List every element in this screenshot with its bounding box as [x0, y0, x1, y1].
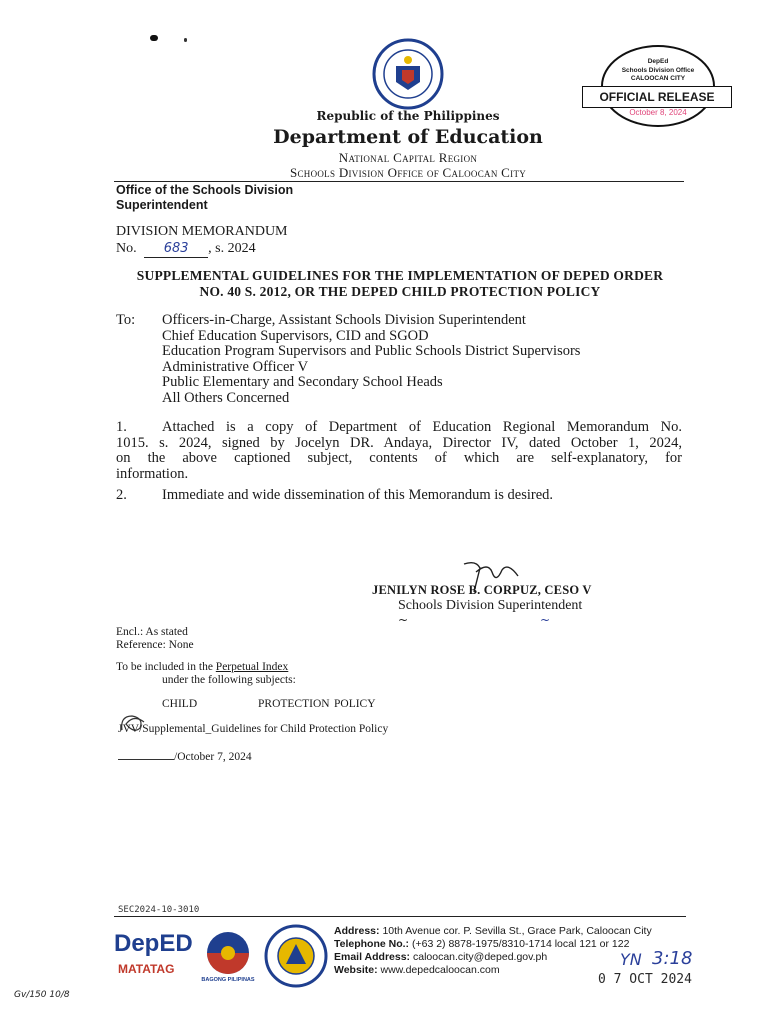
- recipient-list: [162, 313, 682, 406]
- memo-title-line1: SUPPLEMENTAL GUIDELINES FOR THE IMPLEMENTATION OF DEPED ORDER: [136, 268, 664, 283]
- file-date: /October 7, 2024: [174, 751, 252, 763]
- file-date-line: [118, 751, 252, 763]
- received-time: 3:18: [652, 948, 693, 969]
- paragraph-2-number: 2.: [116, 487, 127, 503]
- stamp-line1: DepEd: [647, 58, 669, 65]
- paragraph-1-number: 1.: [116, 419, 127, 435]
- scan-speck: [184, 38, 187, 42]
- header-rule: [114, 181, 684, 182]
- header-republic: Republic of the Philippines: [316, 109, 500, 123]
- footer-address: [334, 925, 652, 937]
- perpetual-index-prefix: To be included in the: [116, 661, 216, 673]
- header-department: Department of Education: [273, 126, 543, 148]
- file-reference: JVV/Supplemental_Guidelines for Child Protection Policy: [118, 723, 389, 735]
- recipient: Education Program Supervisors and Public Schools District Supervisors: [162, 343, 581, 359]
- memo-no-prefix: No.: [116, 241, 137, 256]
- header-division: Schools Division Office of Caloocan City: [289, 165, 527, 180]
- initial-mark-left: ~: [398, 613, 409, 627]
- website-label: Website:: [334, 964, 378, 976]
- corner-handwritten-note: Gv/150 10/8: [14, 990, 70, 1000]
- address-value: 10th Avenue cor. P. Sevilla St., Grace Park, Caloocan City: [382, 925, 652, 937]
- enclosure: Encl.: As stated: [116, 626, 188, 638]
- stamp-line3: CALOOCAN CITY: [630, 75, 686, 82]
- signatory-name: JENILYN ROSE B. CORPUZ, CESO V: [372, 583, 592, 597]
- website-value: www.depedcaloocan.com: [380, 964, 500, 976]
- footer-rule: [114, 916, 686, 917]
- deped-matatag-logo: [114, 930, 194, 988]
- paragraph-2: Immediate and wide dissemination of this Memorandum is desired.: [162, 487, 554, 503]
- initial-mark-right: ~: [540, 613, 551, 627]
- footer-website: [334, 964, 500, 976]
- bagong-pilipinas-logo: [196, 930, 260, 988]
- address-label: Address:: [334, 925, 380, 937]
- matatag-logo-text: MATATAG: [118, 962, 175, 976]
- perpetual-index-link: Perpetual Index: [215, 661, 289, 673]
- index-subject: PROTECTION: [258, 698, 330, 710]
- memo-number: [144, 241, 208, 258]
- phone-label: Telephone No.:: [334, 938, 410, 950]
- recipient: Public Elementary and Secondary School Heads: [162, 374, 443, 390]
- recipient: Chief Education Supervisors, CID and SGOD: [162, 327, 429, 344]
- email-label: Email Address:: [334, 951, 411, 963]
- recipient: Administrative Officer V: [162, 358, 309, 375]
- footer-email: [334, 951, 547, 963]
- header-region: National Capital Region: [338, 150, 478, 165]
- memo-title-line2: NO. 40 S. 2012, OR THE DEPED CHILD PROTECTION POLICY: [199, 284, 601, 299]
- recipient: All Others Concerned: [162, 389, 290, 406]
- stamp-line2: Schools Division Office: [621, 67, 695, 74]
- signatory-title: Schools Division Superintendent: [398, 598, 583, 613]
- perpetual-index-line: [116, 661, 288, 673]
- deped-seal: [372, 38, 444, 110]
- stamp-date: October 8, 2024: [629, 108, 687, 117]
- index-subject: POLICY: [334, 698, 376, 710]
- recipient: Officers-in-Charge, Assistant Schools Division Superintendent: [162, 312, 526, 328]
- received-initials: YN: [620, 950, 642, 969]
- scan-speck: [150, 35, 158, 41]
- to-label: To:: [116, 312, 136, 328]
- official-release-stamp: [582, 44, 734, 128]
- received-date: 0 7 OCT 2024: [598, 972, 692, 987]
- office-line1: Office of the Schools Division: [116, 183, 294, 197]
- phone-value: (+63 2) 8878-1975/8310-1714 local 121 or 122: [411, 938, 630, 950]
- paragraph-line: on the above captioned subject, contents of which are self-explanatory, for: [116, 450, 682, 466]
- stamp-label: OFFICIAL RELEASE: [582, 86, 732, 108]
- sdo-caloocan-logo: [264, 924, 328, 988]
- perpetual-index-line2: under the following subjects:: [162, 674, 296, 686]
- memo-type: DIVISION MEMORANDUM: [116, 224, 288, 239]
- deped-logo-text: DepED: [114, 930, 193, 957]
- paragraph-1: [116, 420, 682, 482]
- memo-number-line: [116, 241, 256, 258]
- index-subject: CHILD: [162, 698, 198, 710]
- paragraph-line: information.: [116, 465, 189, 482]
- footer-phone: [334, 938, 629, 950]
- reference: Reference: None: [116, 639, 194, 651]
- office-line2: Superintendent: [116, 198, 208, 212]
- file-date-blank: [118, 759, 174, 760]
- tracking-code: SEC2024-10-3010: [118, 905, 200, 915]
- email-value: caloocan.city@deped.gov.ph: [412, 951, 548, 963]
- bagong-pilipinas-text: BAGONG PILIPINAS: [201, 977, 255, 983]
- memo-series: , s. 2024: [208, 241, 256, 256]
- paragraph-line: 1015. s. 2024, signed by Jocelyn DR. Andaya, Director IV, dated October 1, 2024,: [116, 434, 682, 451]
- paragraph-line: Attached is a copy of Department of Education Regional Memorandum No.: [162, 419, 682, 435]
- memo-number-handwritten: 683: [163, 241, 189, 256]
